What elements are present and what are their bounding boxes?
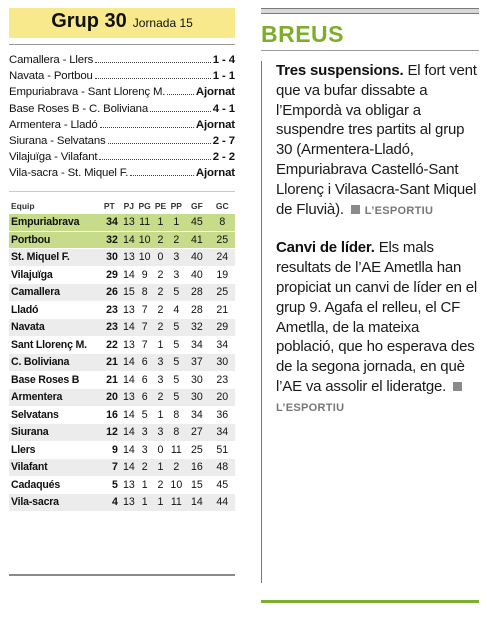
stat-gf: 25 xyxy=(184,441,209,459)
stat-pp: 1 xyxy=(168,214,184,232)
stat-pe: 2 xyxy=(153,231,169,249)
stat-pp: 5 xyxy=(168,284,184,302)
stat-pg: 10 xyxy=(137,231,153,249)
stat-pg: 7 xyxy=(137,319,153,337)
group-title: Grup 30 xyxy=(51,10,127,32)
stat-pj: 13 xyxy=(121,214,137,232)
column-header-pg: PG xyxy=(138,200,151,211)
stat-pj: 14 xyxy=(121,319,137,337)
stat-pt: 21 xyxy=(98,354,121,372)
divider xyxy=(9,574,235,576)
section-end-rule xyxy=(261,600,479,603)
stat-gc: 48 xyxy=(210,459,235,477)
stat-pj: 14 xyxy=(121,371,137,389)
column-header-pj: PJ xyxy=(123,200,135,211)
result-match: Armentera - Lladó xyxy=(9,118,98,131)
stat-gc: 34 xyxy=(210,424,235,442)
stat-gf: 40 xyxy=(184,266,209,284)
table-row xyxy=(9,266,235,284)
stat-pt: 26 xyxy=(98,284,121,302)
group-header xyxy=(9,8,235,38)
stat-pp: 5 xyxy=(168,354,184,372)
result-row xyxy=(9,151,235,167)
stat-gf: 28 xyxy=(184,284,209,302)
stat-pj: 15 xyxy=(121,284,137,302)
column-header-gc: GC xyxy=(215,200,229,211)
stat-pe: 2 xyxy=(153,284,169,302)
team-name: Sant Llorenç M. xyxy=(9,336,98,354)
result-match: Vila-sacra - St. Miquel F. xyxy=(9,167,129,180)
stat-gc: 44 xyxy=(210,494,235,512)
stat-pe: 2 xyxy=(153,301,169,319)
table-row xyxy=(9,389,235,407)
result-row xyxy=(9,119,235,135)
breus-panel xyxy=(261,8,479,583)
team-name: Llers xyxy=(9,441,98,459)
stat-pe: 1 xyxy=(153,494,169,512)
leader-dots xyxy=(100,127,194,128)
stat-gf: 14 xyxy=(184,494,209,512)
stat-gf: 40 xyxy=(184,249,209,267)
stat-pe: 1 xyxy=(153,406,169,424)
stat-pj: 13 xyxy=(121,249,137,267)
table-row xyxy=(9,459,235,477)
stat-pg: 6 xyxy=(137,354,153,372)
result-score: Ajornat xyxy=(195,167,235,180)
result-match: Siurana - Selvatans xyxy=(9,134,106,147)
stat-pg: 7 xyxy=(137,336,153,354)
leader-dots xyxy=(95,62,211,63)
result-score: Ajornat xyxy=(195,86,235,99)
stat-pp: 8 xyxy=(168,424,184,442)
stat-pg: 1 xyxy=(137,476,153,494)
result-score: Ajornat xyxy=(195,118,235,131)
column-header-equip: Equip xyxy=(11,200,35,211)
stat-gf: 45 xyxy=(184,214,209,232)
stat-pj: 13 xyxy=(121,301,137,319)
article-headline: Canvi de líder. xyxy=(276,239,375,257)
team-name: Base Roses B xyxy=(9,371,98,389)
stat-pj: 14 xyxy=(121,424,137,442)
stat-pg: 7 xyxy=(137,301,153,319)
divider xyxy=(261,50,479,51)
stat-gc: 25 xyxy=(210,284,235,302)
stat-pj: 14 xyxy=(121,266,137,284)
stat-pp: 8 xyxy=(168,406,184,424)
standings-header-row xyxy=(9,198,235,214)
stat-pp: 5 xyxy=(168,371,184,389)
result-match: Vilajuïga - Vilafant xyxy=(9,151,98,164)
stat-gf: 27 xyxy=(184,424,209,442)
stat-gc: 36 xyxy=(210,406,235,424)
stat-pe: 3 xyxy=(153,371,169,389)
stat-gf: 41 xyxy=(184,231,209,249)
team-name: Portbou xyxy=(9,231,98,249)
stat-pt: 5 xyxy=(98,476,121,494)
stat-pt: 7 xyxy=(98,459,121,477)
stat-gc: 8 xyxy=(210,214,235,232)
result-match: Empuriabrava - Sant Llorenç M. xyxy=(9,86,166,99)
table-row xyxy=(9,214,235,232)
stat-pe: 1 xyxy=(153,336,169,354)
stat-pg: 11 xyxy=(137,214,153,232)
stat-pp: 3 xyxy=(168,266,184,284)
stat-pe: 1 xyxy=(153,459,169,477)
stat-gf: 37 xyxy=(184,354,209,372)
stat-pp: 11 xyxy=(168,494,184,512)
stat-pp: 2 xyxy=(168,231,184,249)
stat-pj: 13 xyxy=(121,494,137,512)
table-row xyxy=(9,371,235,389)
stat-pe: 3 xyxy=(153,424,169,442)
stat-pt: 32 xyxy=(98,231,121,249)
leader-dots xyxy=(150,111,211,112)
stat-pt: 34 xyxy=(98,214,121,232)
article-list xyxy=(261,61,479,583)
column-header-pt: PT xyxy=(103,200,115,211)
stat-pj: 14 xyxy=(121,406,137,424)
stat-pt: 23 xyxy=(98,301,121,319)
result-match: Navata - Portbou xyxy=(9,70,93,83)
team-name: Vila-sacra xyxy=(9,494,98,512)
result-score: 4 - 1 xyxy=(212,102,235,115)
stat-pe: 2 xyxy=(153,389,169,407)
stat-pt: 29 xyxy=(98,266,121,284)
team-name: Siurana xyxy=(9,424,98,442)
table-row xyxy=(9,231,235,249)
article-source: L’ESPORTIU xyxy=(364,204,434,217)
stat-pt: 23 xyxy=(98,319,121,337)
divider xyxy=(9,191,235,192)
stat-pp: 5 xyxy=(168,389,184,407)
stat-pt: 22 xyxy=(98,336,121,354)
stat-pj: 14 xyxy=(121,354,137,372)
article-headline: Tres suspensions. xyxy=(276,62,404,79)
result-row xyxy=(9,103,235,119)
table-row xyxy=(9,494,235,512)
stat-pt: 4 xyxy=(98,494,121,512)
stat-pe: 1 xyxy=(153,214,169,232)
result-match: Camallera - Llers xyxy=(9,54,94,66)
results-list xyxy=(9,54,235,184)
stat-pe: 2 xyxy=(153,476,169,494)
result-score: 2 - 7 xyxy=(212,134,235,147)
article-body: Els mals resultats de l’AE Ametlla han propiciat un canvi de líder en el grup 9. Agafa el relleu, el CF Ametlla, de la mateixa població, que ho esperava des de la segona jornada, en què l’AE va assolir el liderat​ge. xyxy=(276,239,478,395)
stat-gc: 29 xyxy=(210,319,235,337)
stat-gf: 28 xyxy=(184,301,209,319)
table-row xyxy=(9,301,235,319)
stat-gf: 34 xyxy=(184,336,209,354)
table-row xyxy=(9,354,235,372)
table-row xyxy=(9,336,235,354)
result-score: 2 - 2 xyxy=(212,151,235,164)
article-source: L’ESPORTIU xyxy=(276,401,345,414)
stat-gc: 19 xyxy=(210,266,235,284)
stat-gf: 30 xyxy=(184,389,209,407)
result-score: 1 - 1 xyxy=(212,70,235,83)
result-row xyxy=(9,70,235,86)
stat-pe: 0 xyxy=(153,249,169,267)
stat-pg: 5 xyxy=(137,406,153,424)
article xyxy=(276,61,479,221)
stat-gc: 21 xyxy=(210,301,235,319)
stat-pe: 0 xyxy=(153,441,169,459)
team-name: C. Boliviana xyxy=(9,354,98,372)
stat-pg: 10 xyxy=(137,249,153,267)
result-row xyxy=(9,135,235,151)
stat-pp: 10 xyxy=(168,476,184,494)
stat-pt: 20 xyxy=(98,389,121,407)
stat-pj: 13 xyxy=(121,476,137,494)
stat-pt: 16 xyxy=(98,406,121,424)
divider xyxy=(9,44,235,45)
stat-gf: 32 xyxy=(184,319,209,337)
table-row xyxy=(9,249,235,267)
result-row xyxy=(9,54,235,70)
team-name: St. Miquel F. xyxy=(9,249,98,267)
stat-pj: 14 xyxy=(121,231,137,249)
result-match: Base Roses B - C. Boliviana xyxy=(9,102,149,115)
stat-gc: 25 xyxy=(210,231,235,249)
team-name: Cadaqués xyxy=(9,476,98,494)
table-row xyxy=(9,441,235,459)
table-row xyxy=(9,406,235,424)
stat-pj: 14 xyxy=(121,459,137,477)
stat-pp: 5 xyxy=(168,336,184,354)
stat-pg: 3 xyxy=(137,441,153,459)
stat-pg: 1 xyxy=(137,494,153,512)
stat-pt: 30 xyxy=(98,249,121,267)
stat-gf: 34 xyxy=(184,406,209,424)
stat-pp: 3 xyxy=(168,249,184,267)
team-name: Armentera xyxy=(9,389,98,407)
team-name: Lladó xyxy=(9,301,98,319)
stat-pp: 2 xyxy=(168,459,184,477)
stat-pg: 9 xyxy=(137,266,153,284)
stat-gf: 15 xyxy=(184,476,209,494)
stat-gc: 20 xyxy=(210,389,235,407)
stat-pt: 12 xyxy=(98,424,121,442)
stat-pg: 3 xyxy=(137,424,153,442)
team-name: Camallera xyxy=(9,284,98,302)
stat-pp: 4 xyxy=(168,301,184,319)
stat-pe: 3 xyxy=(153,354,169,372)
stat-gc: 34 xyxy=(210,336,235,354)
leader-dots xyxy=(99,159,210,160)
leader-dots xyxy=(130,175,194,176)
team-name: Empuriabrava xyxy=(9,214,98,232)
stat-pe: 2 xyxy=(153,319,169,337)
column-header-gf: GF xyxy=(191,200,203,211)
team-name: Navata xyxy=(9,319,98,337)
table-row xyxy=(9,284,235,302)
source-square-icon xyxy=(453,382,462,391)
section-rule xyxy=(261,8,479,14)
team-name: Vilajuïga xyxy=(9,266,98,284)
column-header-pp: PP xyxy=(170,200,182,211)
stat-pp: 5 xyxy=(168,319,184,337)
stat-gc: 51 xyxy=(210,441,235,459)
leader-dots xyxy=(95,78,211,79)
stat-pj: 14 xyxy=(121,441,137,459)
stat-pt: 9 xyxy=(98,441,121,459)
article-body: El fort vent que va bufar dissabte a l’Empordà va obligar a suspendre tres partits al grup 30 (Armentera-Lladó, Empuriabrava Castelló-Sant Llorenç i Vilasacra-Sant Miquel de Fluvià). xyxy=(276,62,477,218)
stat-pg: 6 xyxy=(137,371,153,389)
stat-pe: 2 xyxy=(153,266,169,284)
team-name: Selvatans xyxy=(9,406,98,424)
leader-dots xyxy=(167,94,194,95)
result-row xyxy=(9,86,235,102)
table-row xyxy=(9,319,235,337)
stat-pg: 2 xyxy=(137,459,153,477)
source-square-icon xyxy=(351,205,360,214)
table-row xyxy=(9,476,235,494)
stat-gf: 16 xyxy=(184,459,209,477)
stat-pt: 21 xyxy=(98,371,121,389)
column-header-pe: PE xyxy=(154,200,167,211)
team-name: Vilafant xyxy=(9,459,98,477)
stat-gc: 23 xyxy=(210,371,235,389)
stat-pj: 13 xyxy=(121,336,137,354)
stat-pj: 13 xyxy=(121,389,137,407)
stat-pp: 11 xyxy=(168,441,184,459)
leader-dots xyxy=(108,143,211,144)
result-score: 1 - 4 xyxy=(212,54,235,66)
stat-gf: 30 xyxy=(184,371,209,389)
stat-gc: 24 xyxy=(210,249,235,267)
section-title: BREUS xyxy=(261,21,345,47)
group-panel xyxy=(9,8,235,512)
stat-gc: 45 xyxy=(210,476,235,494)
result-row xyxy=(9,167,235,183)
standings-table xyxy=(9,198,235,512)
stat-pg: 8 xyxy=(137,284,153,302)
jornada-label: Jornada 15 xyxy=(132,16,193,30)
article xyxy=(276,238,479,418)
stat-pg: 6 xyxy=(137,389,153,407)
table-row xyxy=(9,424,235,442)
stat-gc: 30 xyxy=(210,354,235,372)
